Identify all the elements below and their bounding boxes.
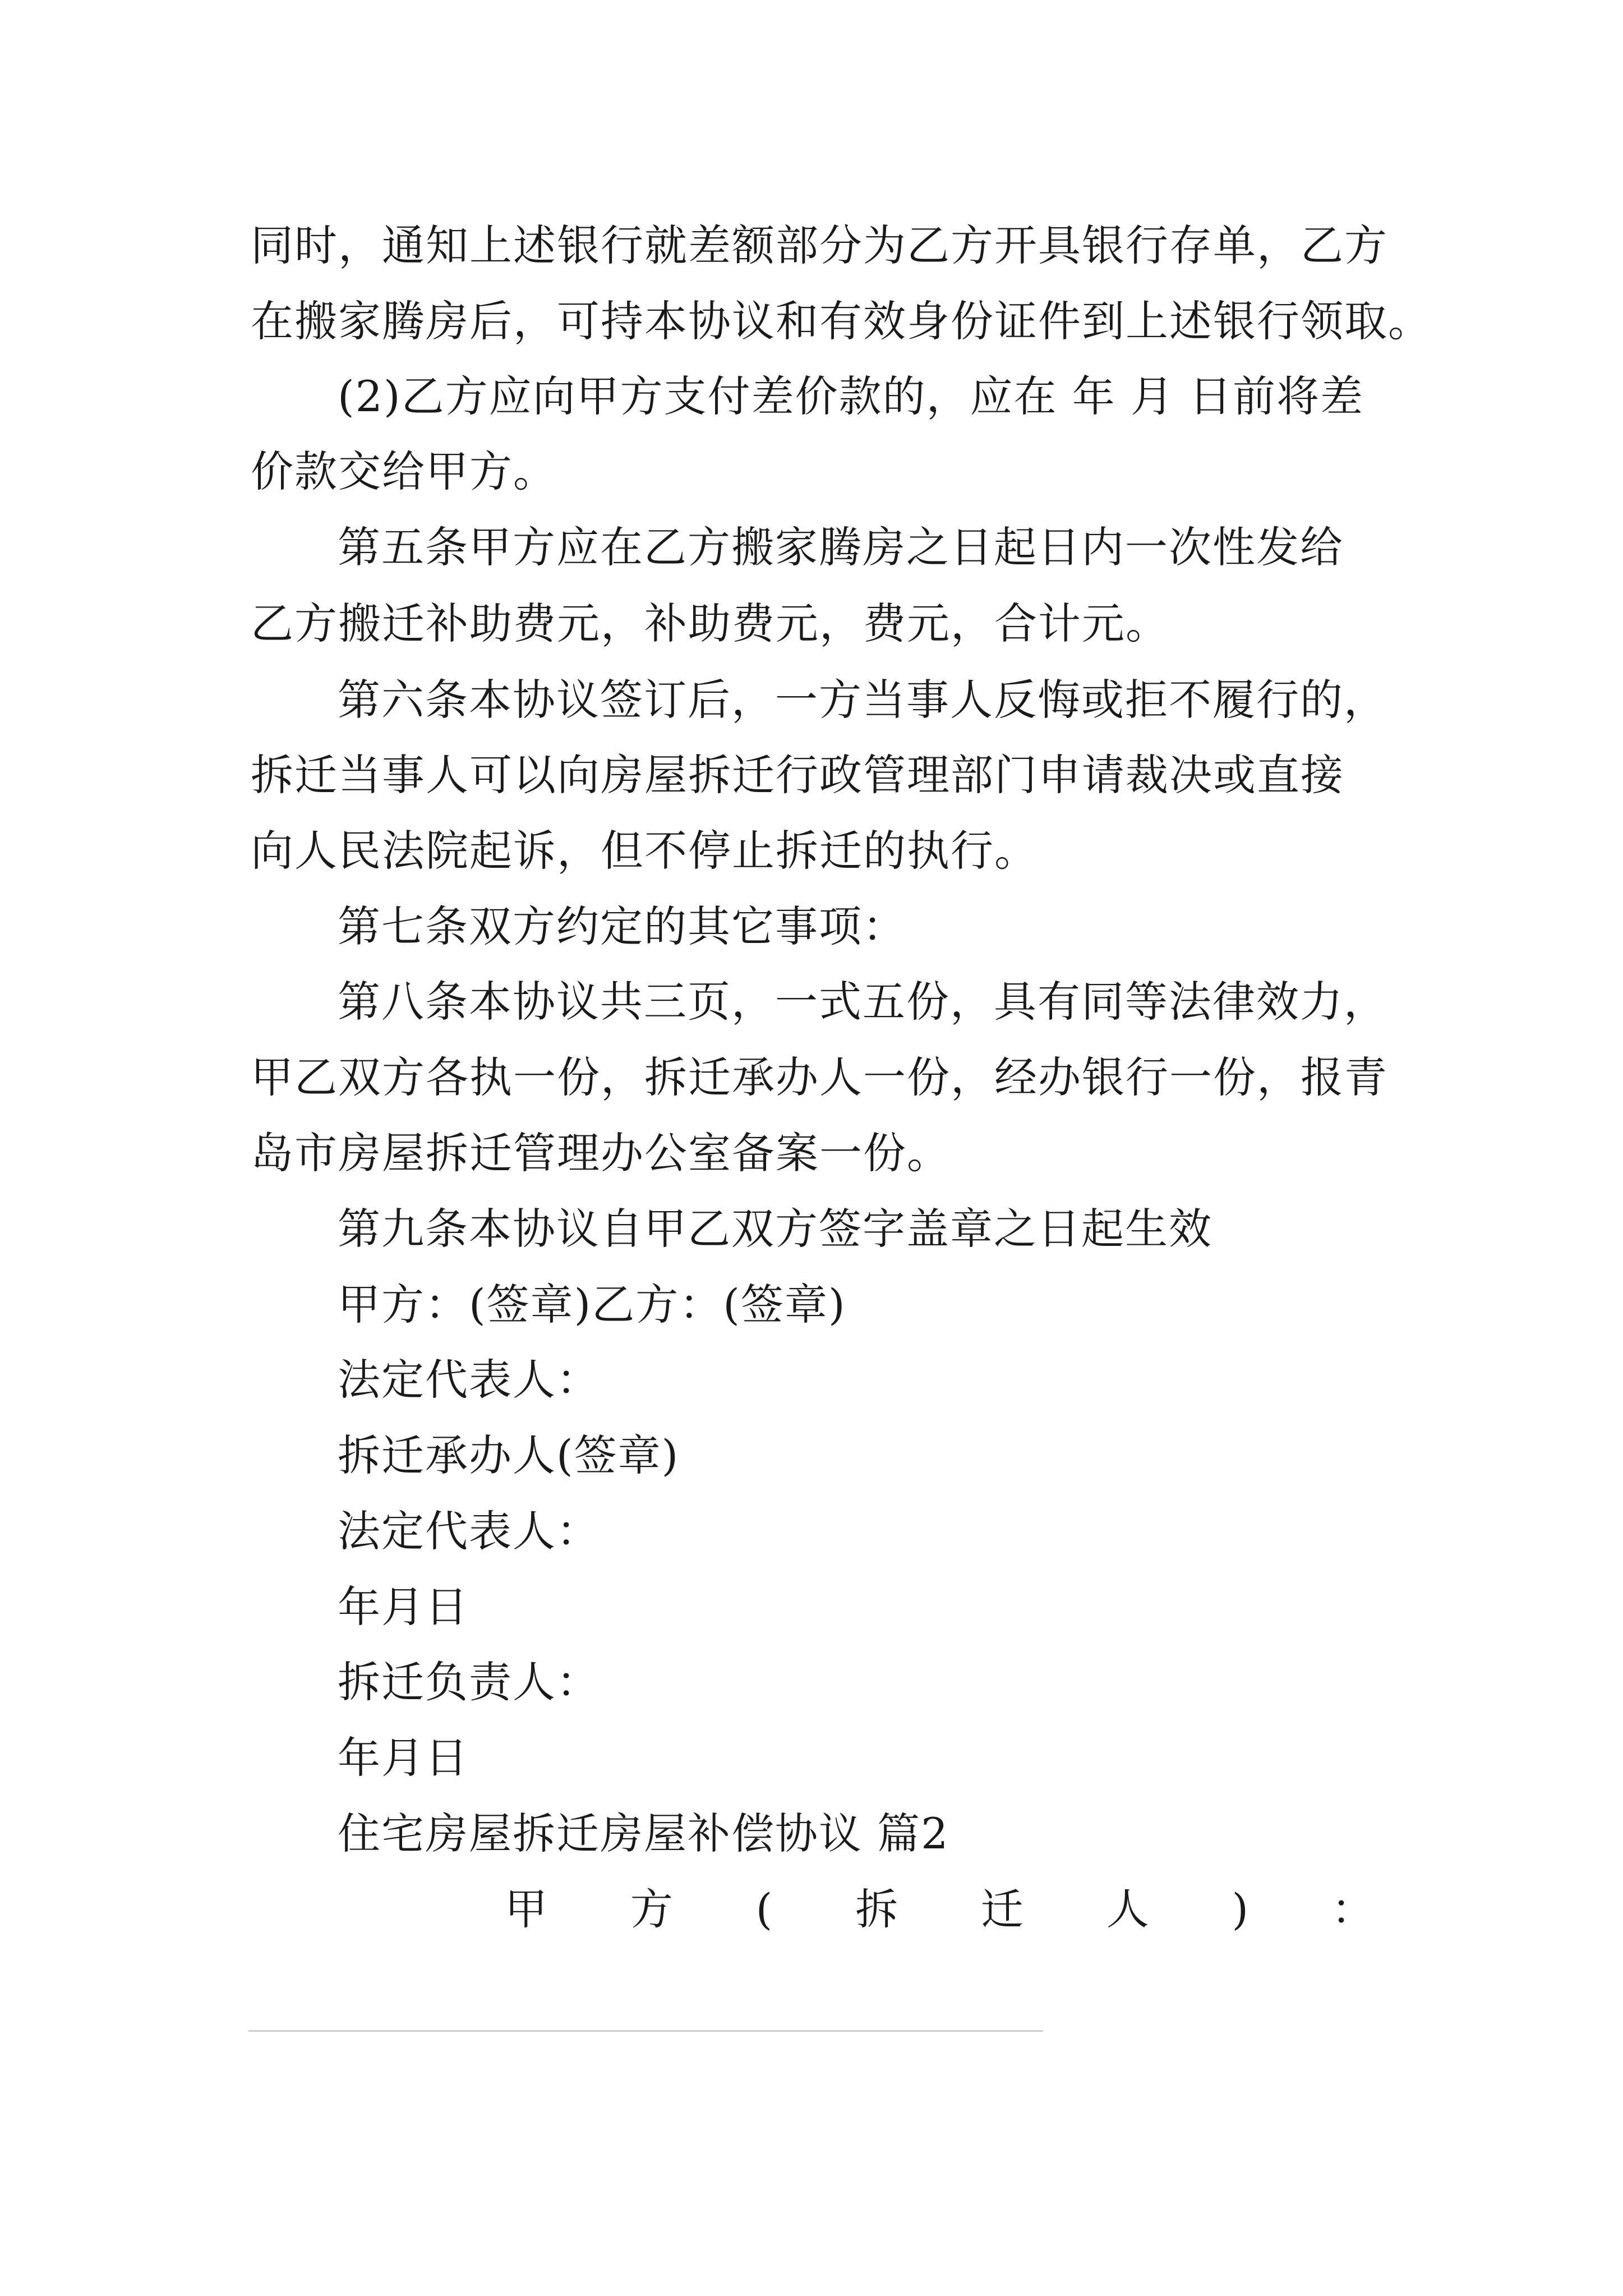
paragraph-line: 向人民法院起诉，但不停止拆迁的执行。 [251,826,1038,876]
paragraph-line: 甲乙双方各执一份，拆迁承办人一份，经办银行一份，报青 [251,1052,1388,1102]
paragraph-line: 同时，通知上述银行就差额部分为乙方开具银行存单，乙方 [251,220,1388,270]
party-line-char: ) [1232,1884,1249,1934]
article-8-line: 第八条本协议共三页，一式五份，具有同等法律效力， [338,977,1387,1027]
article-5-line: 第五条甲方应在乙方搬家腾房之日起日内一次性发给 [338,522,1344,572]
party-line-char: ( [755,1884,773,1934]
party-line-char: ： [1331,1884,1374,1934]
footer-divider [248,2030,1043,2032]
legal-representative-line: 法定代表人： [338,1355,600,1405]
party-line-char: 甲 [505,1884,547,1934]
section-heading: 住宅房屋拆迁房屋补偿协议 篇2 [338,1809,949,1858]
article-7-line: 第七条双方约定的其它事项： [338,901,906,951]
party-line-char: 人 [1106,1884,1149,1934]
article-6-line: 第六条本协议签订后，一方当事人反悔或拒不履行的， [338,675,1387,725]
demolition-contractor-line: 拆迁承办人(签章) [338,1430,680,1480]
paragraph-line: 拆迁当事人可以向房屋拆迁行政管理部门申请裁决或直接 [251,750,1344,800]
date-line: 年月日 [338,1582,469,1632]
paragraph-line: 乙方搬迁补助费元，补助费元，费元，合计元。 [251,599,1169,648]
paragraph-line: (2)乙方应向甲方支付差价款的，应在 年 月 日前将差 [338,371,1364,421]
date-line: 年月日 [338,1733,469,1783]
party-line-char: 拆 [855,1884,898,1934]
party-a-line [505,1883,1374,1936]
paragraph-line: 岛市房屋拆迁管理办公室备案一份。 [251,1128,951,1178]
demolition-manager-line: 拆迁负责人： [338,1657,600,1707]
paragraph-line: 价款交给甲方。 [251,447,557,496]
signature-parties-line: 甲方：(签章)乙方：(签章) [338,1280,846,1329]
party-line-char: 迁 [980,1884,1023,1934]
paragraph-line: 在搬家腾房后，可持本协议和有效身份证件到上述银行领取。 [251,296,1432,346]
legal-representative-line: 法定代表人： [338,1506,600,1556]
article-9-line: 第九条本协议自甲乙双方签字盖章之日起生效 [338,1204,1212,1254]
party-line-char: 方 [630,1884,673,1934]
